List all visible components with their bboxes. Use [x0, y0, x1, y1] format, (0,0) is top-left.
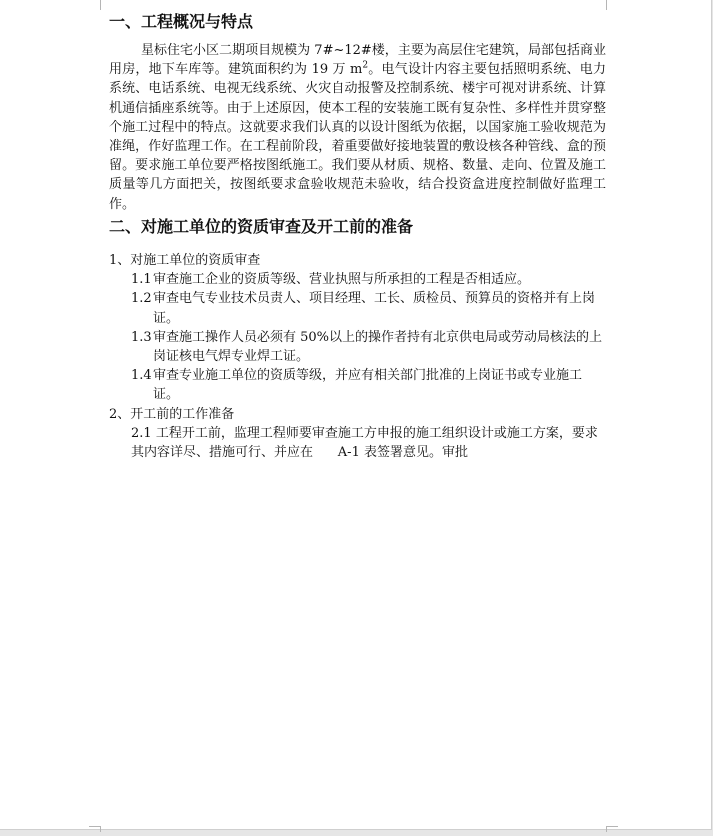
subitem-number: 1.3: [131, 329, 152, 345]
subitem-text: 审查施工操作人员必须有 50%以上的操作者持有北京供电局或劳动局核法的上岗证核电气焊专业焊工证。: [153, 329, 603, 365]
section-1-heading: 一、工程概况与特点: [109, 12, 254, 31]
superscript-2: 2: [362, 60, 369, 71]
section-2-list: [109, 251, 606, 462]
list-subitem-2-1: [131, 424, 606, 462]
paragraph-text-start: 星标住宅小区二期项目规模为 7#~12#楼，主要为高层住宅建筑，局部包括商业用房，地下车库等。建筑面积约为 19 万 m: [109, 43, 606, 78]
subitem-text: 审查电气专业技术员责人、项目经理、工长、质检员、预算员的资格并有上岗证。: [153, 291, 596, 326]
subitem-text: 审查专业施工单位的资质等级，并应有相关部门批准的上岗证书或专业施工证。: [153, 368, 583, 403]
section-2-heading: 二、对施工单位的资质审查及开工前的准备: [109, 217, 414, 236]
subitem-number: 1.1: [131, 272, 152, 288]
section-1-paragraph: [109, 41, 606, 214]
list-item-2: 2、开工前的工作准备: [109, 406, 235, 422]
subitem-text: 审查施工企业的资质等级、营业执照与所承担的工程是否相适应。: [153, 272, 531, 288]
crop-mark-bottom-right-h: [606, 826, 618, 827]
list-item-1: 1、对施工单位的资质审查: [109, 253, 261, 268]
list-subitem-1-2: [131, 289, 606, 327]
crop-mark-bottom-left-v: [100, 826, 101, 832]
crop-mark-bottom-right-v: [606, 826, 607, 832]
subitem-number: 1.4: [131, 368, 152, 384]
subitem-text: 工程开工前，监理工程师要审查施工方申报的施工组织设计或施工方案，要求其内容详尽、措施可行、并应在 A-1 表签署意见。审批: [131, 425, 598, 461]
list-subitem-1-3: [131, 328, 606, 366]
paragraph-text-end: 。电气设计内容主要包括照明系统、电力系统、电话系统、电视无线系统、火灾自动报警及控制系统、楼宇可视对讲系统、计算机通信插座系统等。由于上述原因，使本工程的安装施工既有复杂性、多样性并贯穿整个施工过程中的特点。这就要求我们认真的以设计图纸为依据，以国家施工验收规范为准绳，作好监理工作。在工程前阶段，着重要做好接地装置的敷设核各种管线、盒的预留。要求施工单位要严格按图纸施工。我们要从材质、规格、数量、走向、位置及施工质量等几方面把关，按图纸要求盒验收规范未验收，结合投资盒进度控制做好监理工作。: [109, 62, 606, 212]
crop-mark-top-right: [606, 0, 607, 10]
list-subitem-1-4: [131, 366, 606, 404]
subitem-number: 2.1: [131, 425, 152, 441]
list-subitem-1-1: [131, 270, 606, 289]
subitem-number: 1.2: [131, 291, 152, 307]
crop-mark-top-left: [100, 0, 101, 10]
